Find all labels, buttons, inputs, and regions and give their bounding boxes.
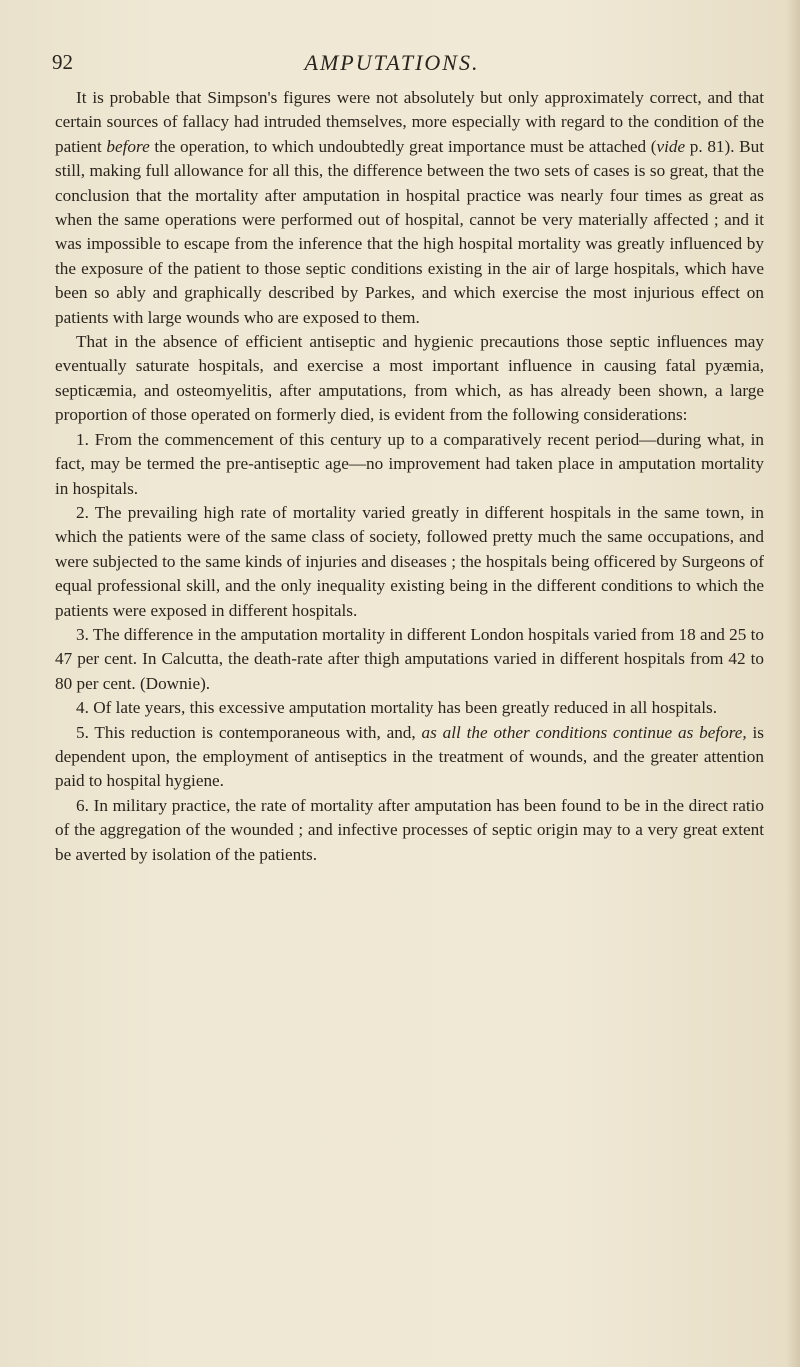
numbered-paragraph-2	[55, 501, 764, 623]
page-header	[52, 50, 732, 80]
paragraph-text: p. 81). But still, making full allowance for all this, the difference between the two sets of cases is so great, that the conclusion that the mortality after amputation in hospital practice was nearly four times as great as when the same operations were performed out of hospital, cannot be very materially affected ; and it was impossible to escape from the inference that the high hospital mortality was greatly influenced by the exposure of the patient to those septic conditions existing in the air of large hospitals, which have been so ably and graphically described by Parkes, and which exercise the most injurious effect on patients with large wounds who are exposed to them.	[55, 136, 765, 327]
numbered-paragraph-4	[55, 696, 764, 720]
paragraph-text: 6. In military practice, the rate of mortality after amputation has been found to be in the direct ratio of the aggregation of the wounded ; and infective processes of septic origin may to a very great extent be averted by isolation of the patients.	[55, 795, 764, 864]
emphasis-other-conditions: as all the other conditions continue as before,	[421, 722, 747, 742]
page-edge-shadow	[786, 0, 800, 1367]
paragraph	[55, 86, 764, 330]
paragraph-text: 4. Of late years, this excessive amputation mortality has been greatly reduced in all hospitals.	[76, 698, 717, 718]
numbered-paragraph-6	[55, 794, 764, 867]
paragraph-text: 3. The difference in the amputation mortality in different London hospitals varied from 18 and 25 to 47 per cent. In Calcutta, the death-rate after thigh amputations varied in different hospitals from 42 to 80 per cent. (Downie).	[55, 624, 764, 693]
body-text	[55, 86, 764, 867]
page-number: 92	[52, 50, 73, 74]
emphasis-vide: vide	[656, 136, 686, 156]
running-title: AMPUTATIONS.	[304, 50, 480, 75]
paragraph	[55, 330, 764, 428]
paragraph-text: the operation, to which undoubtedly great importance must be attached (	[149, 136, 657, 156]
paragraph-text: 2. The prevailing high rate of mortality varied greatly in different hospitals in the same town, in which the patients were of the same class of society, followed pretty much the same occupations, and were subjected to the same kinds of injuries and diseases ; the hospitals being officered by Surgeons of equal professional skill, and the only inequality existing being in the different conditions to which the patients were exposed in different hospitals.	[55, 502, 764, 620]
paragraph-text: That in the absence of efficient antiseptic and hygienic precautions those septic influences may eventually saturate hospitals, and exercise a most important influence in causing fatal pyæmia, septicæmia, and osteomyelitis, after amputations, from which, as has already been shown, a large proportion of those operated on formerly died, is evident from the following considerations:	[55, 332, 764, 425]
paragraph-text: 1. From the commencement of this century up to a comparatively recent period—during what, in fact, may be termed the pre-antiseptic age—no improvement had taken place in amputation mortality in hospitals.	[55, 429, 764, 498]
emphasis-before: before	[106, 136, 150, 156]
paragraph-text: It is probable that Simpson's figures were not absolutely but only approximately correct, and that certain sources of fallacy had intruded themselves, more especially with regard to the condition of the patient	[55, 88, 764, 156]
paragraph-text: is dependent upon, the employment of antiseptics in the treatment of wounds, and the greater attention paid to hospital hygiene.	[55, 722, 764, 791]
numbered-paragraph-1	[55, 428, 764, 501]
numbered-paragraph-5	[55, 721, 764, 794]
numbered-paragraph-3	[55, 623, 764, 696]
paragraph-text: 5. This reduction is contemporaneous with, and,	[76, 722, 422, 742]
